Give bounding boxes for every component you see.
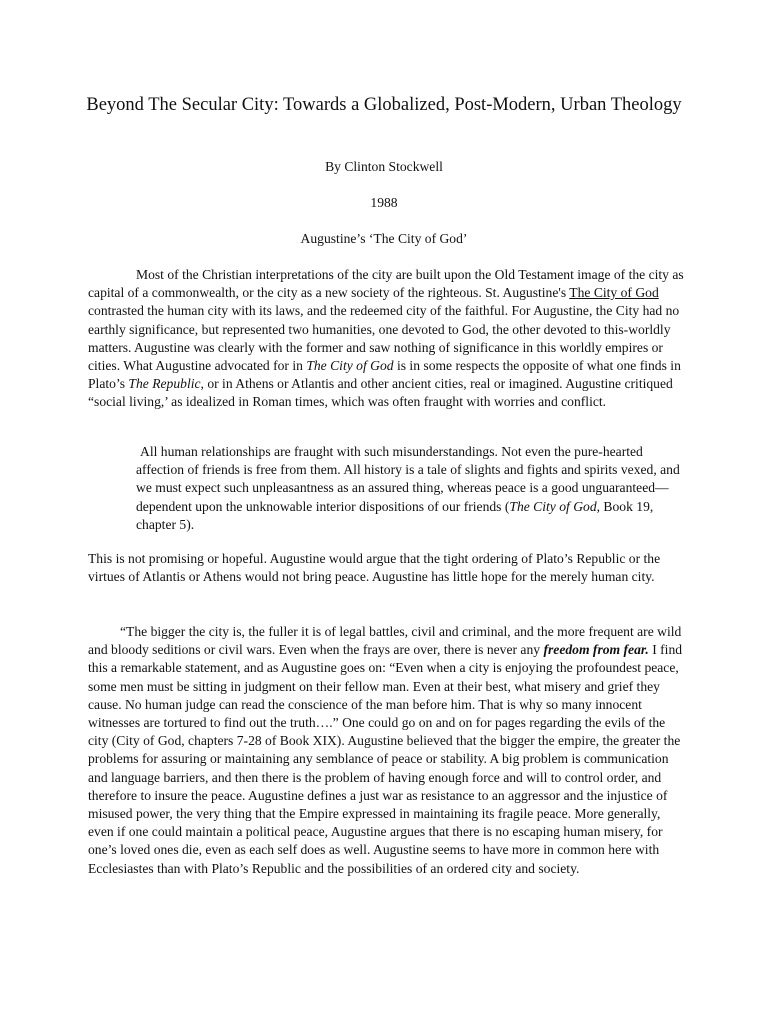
paragraph-3-text-b: I find this a remarkable statement, and as Augustine goes on: “Even when a city is enjoying the profoundest peace, some men must be sitting in judgment on their fellow man. Even at their best, what misery and grief they cause. No human judge can read the conscience of the man before him. That is why so many innocent witnesses are tortured to find out the truth….” One could go on and on for pages regarding the evils of the city (City of God, chapters 7-28 of Book XIX). Augustine believed that the bigger the empire, the greater the problems for assuring or maintaining any semblance of peace or stability. A big problem is communication and language barriers, and then there is the problem of having enough force and will to control order, and therefore to insure the peace. Augustine defines a just war as resistance to an aggressor and the injustice of misused power, the very thing that the Empire expressed in maintaining its fragile peace. More generally, even if one could maintain a political peace, Augustine argues that there is no escaping human misery, for one’s loved ones die, even as each self does as well. Augustine seems to have more in common here with Ecclesiastes than with Plato’s Republic and the possibilities of an ordered city and society. [88, 642, 683, 876]
city-of-god-italic-title: The City of God [306, 358, 394, 374]
republic-italic-title: The Republic [128, 376, 201, 392]
block-quote-text-a: All human relationships are fraught with such misunderstandings. Not even the pure-hearted affection of friends is free from them. All history is a tale of slights and fights and spirits vexed, and we must expect such unpleasantness as an assured thing, whereas peace is a good unguaranteed—dependent upon the unknowable interior dispositions of our friends ( [136, 444, 680, 514]
section-heading: Augustine’s ‘The City of God’ [300, 231, 468, 246]
author-byline: By Clinton Stockwell [325, 159, 443, 174]
paragraph-3 [88, 623, 688, 878]
paragraph-1 [88, 266, 688, 412]
block-quote [136, 443, 692, 534]
block-quote-italic-title: The City of God [509, 498, 597, 514]
paragraph-2: This is not promising or hopeful. Augustine would argue that the tight ordering of Plato’s Republic or the virtues of Atlantis or Athens would not bring peace. Augustine has little hope for the merely human city. [88, 551, 661, 585]
paragraph-3-text-a: “The bigger the city is, the fuller it is of legal battles, civil and criminal, and the more frequent are wild and bloody seditions or civil wars. Even when the frays are over, there is never any [88, 624, 682, 658]
freedom-from-fear-emphasis: freedom from fear. [543, 642, 649, 658]
paragraph-1-text-a: Most of the Christian interpretations of the city are built upon the Old Testament image of the city as capital of a commonwealth, or the city as a new society of the righteous. St. Augustine's [88, 267, 684, 301]
city-of-god-underlined-title: The City of God [569, 285, 659, 301]
block-quote-text-b: , Book 19, chapter 5). [136, 498, 654, 532]
paragraph-1-text-d: , or in Athens or Atlantis and other ancient cities, real or imagined. Augustine critiqued “social living,’ as idealized in Roman times, which was often fraught with worries and conflict. [88, 376, 673, 410]
document-title: Beyond The Secular City: Towards a Globalized, Post-Modern, Urban Theology [86, 95, 682, 115]
publication-year: 1988 [370, 195, 398, 210]
paragraph-1-text-b: contrasted the human city with its laws, and the redeemed city of the faithful. For Augustine, the City had no earthly significance, but represented two humanities, one devoted to God, the other devoted to this-worldly matters. Augustine was clearly with the former and saw nothing of significance in this worldly empires or cities. What Augustine advocated for in [88, 303, 680, 374]
paragraph-1-text-c: is in some respects the opposite of what one finds in Plato’s [88, 358, 681, 392]
